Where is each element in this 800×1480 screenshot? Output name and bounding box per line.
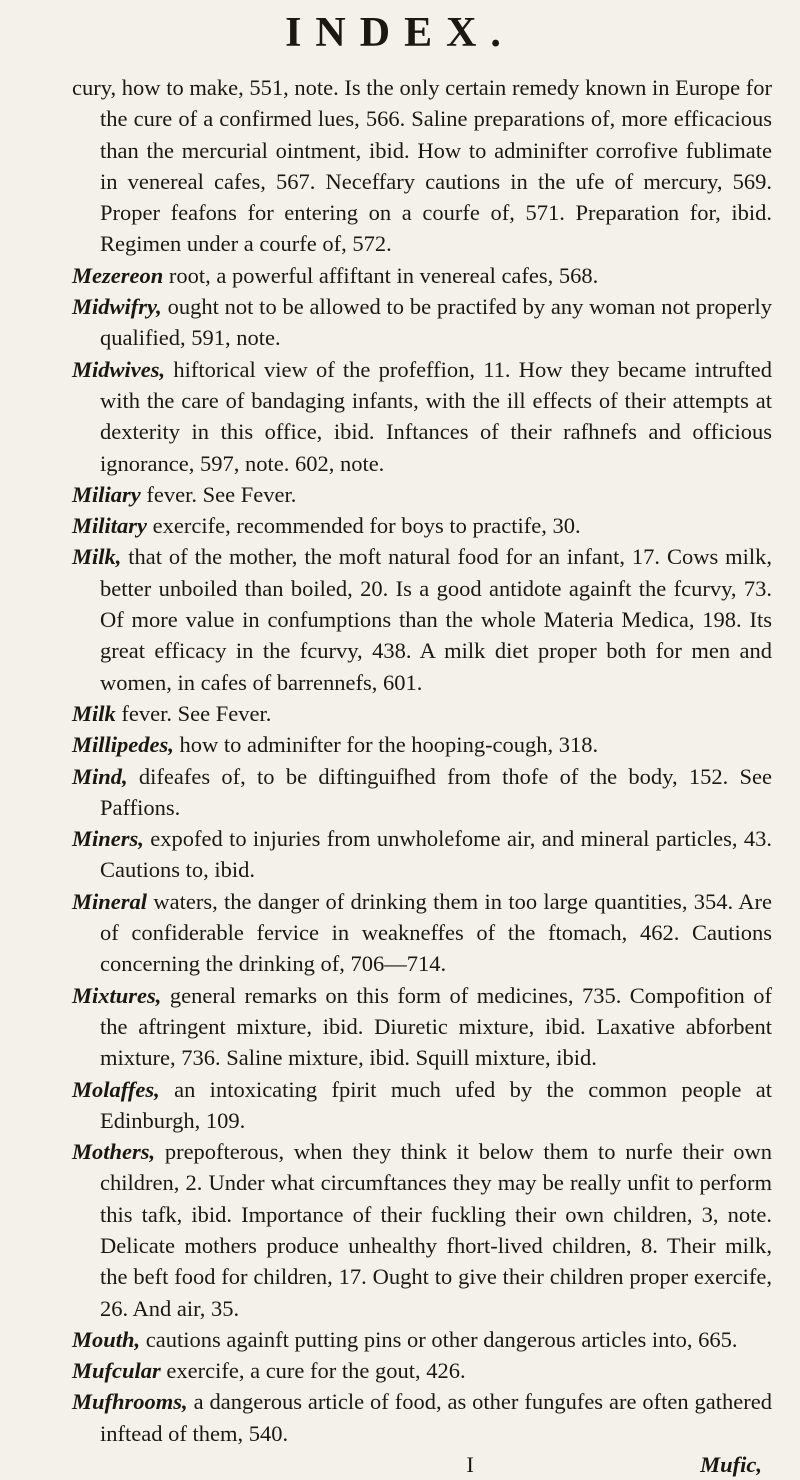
index-entry: Milk fever. See Fever.: [72, 700, 272, 726]
catchword: Mufic,: [700, 1452, 762, 1478]
signature-mark: I: [466, 1452, 474, 1478]
index-entry: Miners, expofed to injuries from unwholefome air, and mineral particles, 43. Cautions to, ibid.: [72, 826, 772, 883]
index-entry: Miliary fever. See Fever.: [72, 481, 297, 507]
running-head: INDEX.: [285, 10, 515, 56]
index-entry: Mind, difeafes of, to be diftinguifhed from thofe of the body, 152. See Paffions.: [72, 763, 772, 820]
index-entry: Millipedes, how to adminifter for the hooping-cough, 318.: [72, 732, 599, 758]
index-entry: cury, how to make, 551, note. Is the only certain remedy known in Europe for the cure of a confirmed lues, 566. Saline preparations of, more efficacious than the mercurial ointment, ibid. How to adminifter corrofive fublimate in venereal cafes, 567. Neceffary cautions in the ufe of mercury, 569. Proper feafons for entering on a courfe of, 571. Preparation for, ibid. Regimen under a courfe of, 572.: [72, 75, 772, 257]
index-entry: Mufhrooms, a dangerous article of food, as other fungufes are often gathered inftead of them, 540.: [72, 1389, 772, 1446]
index-entry: Mufcular exercife, a cure for the gout, 426.: [72, 1358, 466, 1384]
index-entry: Mothers, prepofterous, when they think it below them to nurfe their own children, 2. Under what circumftances they may be really unfit to perform this tafk, ibid. Importance of their fuckling their own children, 3, note. Delicate mothers produce unhealthy fhort-lived children, 8. Their milk, the beft food for children, 17. Ought to give their children proper exercife, 26. And air, 35.: [72, 1139, 772, 1321]
page-footer: [72, 1449, 772, 1480]
index-entry: Mixtures, general remarks on this form of medicines, 735. Compofition of the aftringent mixture, ibid. Diuretic mixture, ibid. Laxative abforbent mixture, 736. Saline mixture, ibid. Squill mixture, ibid.: [72, 982, 772, 1071]
index-entry: Mineral waters, the danger of drinking them in too large quantities, 354. Are of confiderable fervice in weakneffes of the ftomach, 462. Cautions concerning the drinking of, 706—714.: [72, 888, 772, 977]
index-entry: Mouth, cautions againft putting pins or other dangerous articles into, 665.: [72, 1326, 738, 1352]
index-entries: [72, 72, 772, 1480]
index-entry: Molaffes, an intoxicating fpirit much ufed by the common people at Edinburgh, 109.: [72, 1076, 772, 1133]
index-entry: Midwives, hiftorical view of the profeffion, 11. How they became intrufted with the care of bandaging infants, with the ill effects of their attempts at dexterity in this office, ibid. Inftances of their rafhnefs and officious ignorance, 597, note. 602, note.: [72, 356, 772, 476]
index-entry: Milk, that of the mother, the moft natural food for an infant, 17. Cows milk, better unboiled than boiled, 20. Is a good antidote againft the fcurvy, 73. Of more value in confumptions than the whole Materia Medica, 198. Its great efficacy in the fcurvy, 438. A milk diet proper both for men and women, in cafes of barrennefs, 601.: [72, 544, 772, 695]
index-entry: Midwifry, ought not to be allowed to be practifed by any woman not properly qualified, 591, note.: [72, 294, 772, 351]
index-entry: Military exercife, recommended for boys to practife, 30.: [72, 513, 581, 539]
index-entry: Mezereon root, a powerful affiftant in venereal cafes, 568.: [72, 262, 599, 288]
